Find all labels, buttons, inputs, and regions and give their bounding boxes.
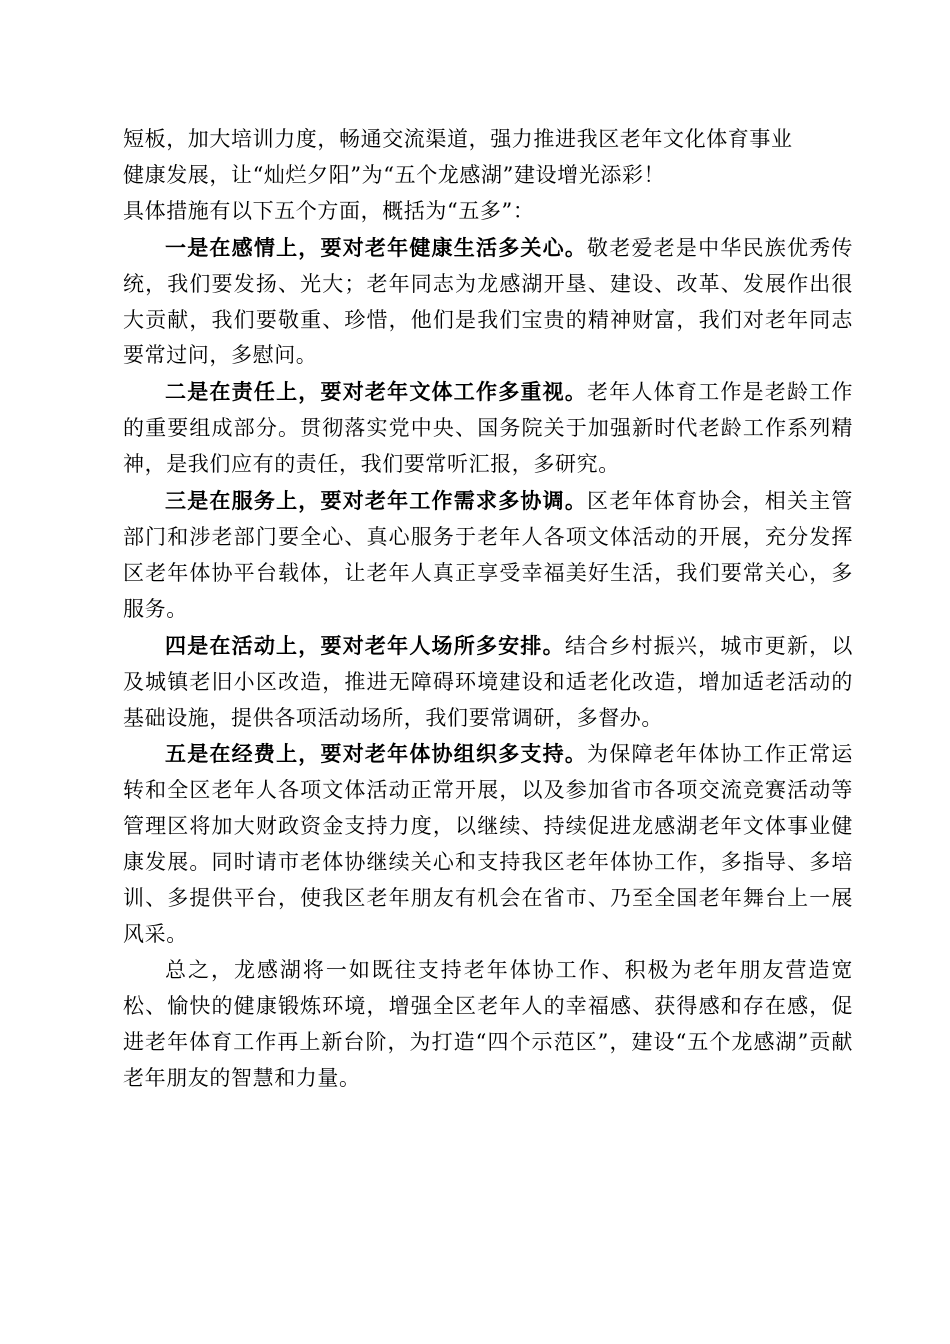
measure-paragraph-2 — [123, 374, 853, 483]
measure-lead-4: 四是在活动上，要对老年人场所多安排。 — [165, 632, 565, 658]
measures-summary: 具体措施有以下五个方面，概括为“五多”： — [123, 198, 535, 223]
measure-paragraph-4 — [123, 628, 853, 737]
measure-lead-1: 一是在感情上，要对老年健康生活多关心。 — [165, 234, 588, 260]
measure-lead-2: 二是在责任上，要对老年文体工作多重视。 — [165, 379, 588, 405]
measure-text-1: 敬老爱老是中华民族优秀传统，我们要发扬、光大；老年同志为龙感湖开垦、建设、改革、发展作出很大贡献，我们要敬重、珍惜，他们是我们宝贵的精神财富，我们对老年同志要常过问，多慰问。 — [123, 235, 853, 368]
measure-text-4: 结合乡村振兴，城市更新，以及城镇老旧小区改造，推进无障碍环境建设和适老化改造，增加适老活动的基础设施，提供各项活动场所，我们要常调研，多督办。 — [123, 633, 853, 730]
measure-paragraph-3 — [123, 483, 853, 628]
intro-line-1: 短板，加大培训力度，畅通交流渠道，强力推进我区老年文化体育事业 — [123, 127, 793, 151]
measure-paragraph-1 — [123, 230, 853, 375]
measure-lead-3: 三是在服务上，要对老年工作需求多协调。 — [165, 488, 588, 514]
measure-text-2: 老年人体育工作是老龄工作的重要组成部分。贯彻落实党中央、国务院关于加强新时代老龄工作系列精神，是我们应有的责任，我们要常听汇报，多研究。 — [123, 380, 853, 477]
conclusion-paragraph: 总之，龙感湖将一如既往支持老年体协工作、积极为老年朋友营造宽松、愉快的健康锻炼环境，增强全区老年人的幸福感、获得感和存在感，促进老年体育工作再上新台阶，为打造“四个示范区”，建设“五个龙感湖”贡献老年朋友的智慧和力量。 — [123, 957, 853, 1090]
intro-paragraph — [123, 122, 853, 194]
document-body — [123, 122, 853, 1096]
measure-text-3: 区老年体育协会，相关主管部门和涉老部门要全心、真心服务于老年人各项文体活动的开展，充分发挥区老年体协平台载体，让老年人真正享受幸福美好生活，我们要常关心，多服务。 — [123, 489, 853, 621]
measure-paragraph-5 — [123, 736, 853, 952]
measure-text-5: 为保障老年体协工作正常运转和全区老年人各项文体活动正常开展，以及参加省市各项交流竞赛活动等管理区将加大财政资金支持力度，以继续、持续促进龙感湖老年文体事业健康发展。同时请市老体协继续关心和支持我区老年体协工作，多指导、多培训、多提供平台，使我区老年朋友有机会在省市、乃至全国老年舞台上一展风采。 — [123, 742, 853, 946]
measure-lead-5: 五是在经费上，要对老年体协组织多支持。 — [165, 741, 588, 767]
intro-line-2: 健康发展，让“灿烂夕阳”为“五个龙感湖”建设增光添彩！ — [123, 162, 666, 187]
